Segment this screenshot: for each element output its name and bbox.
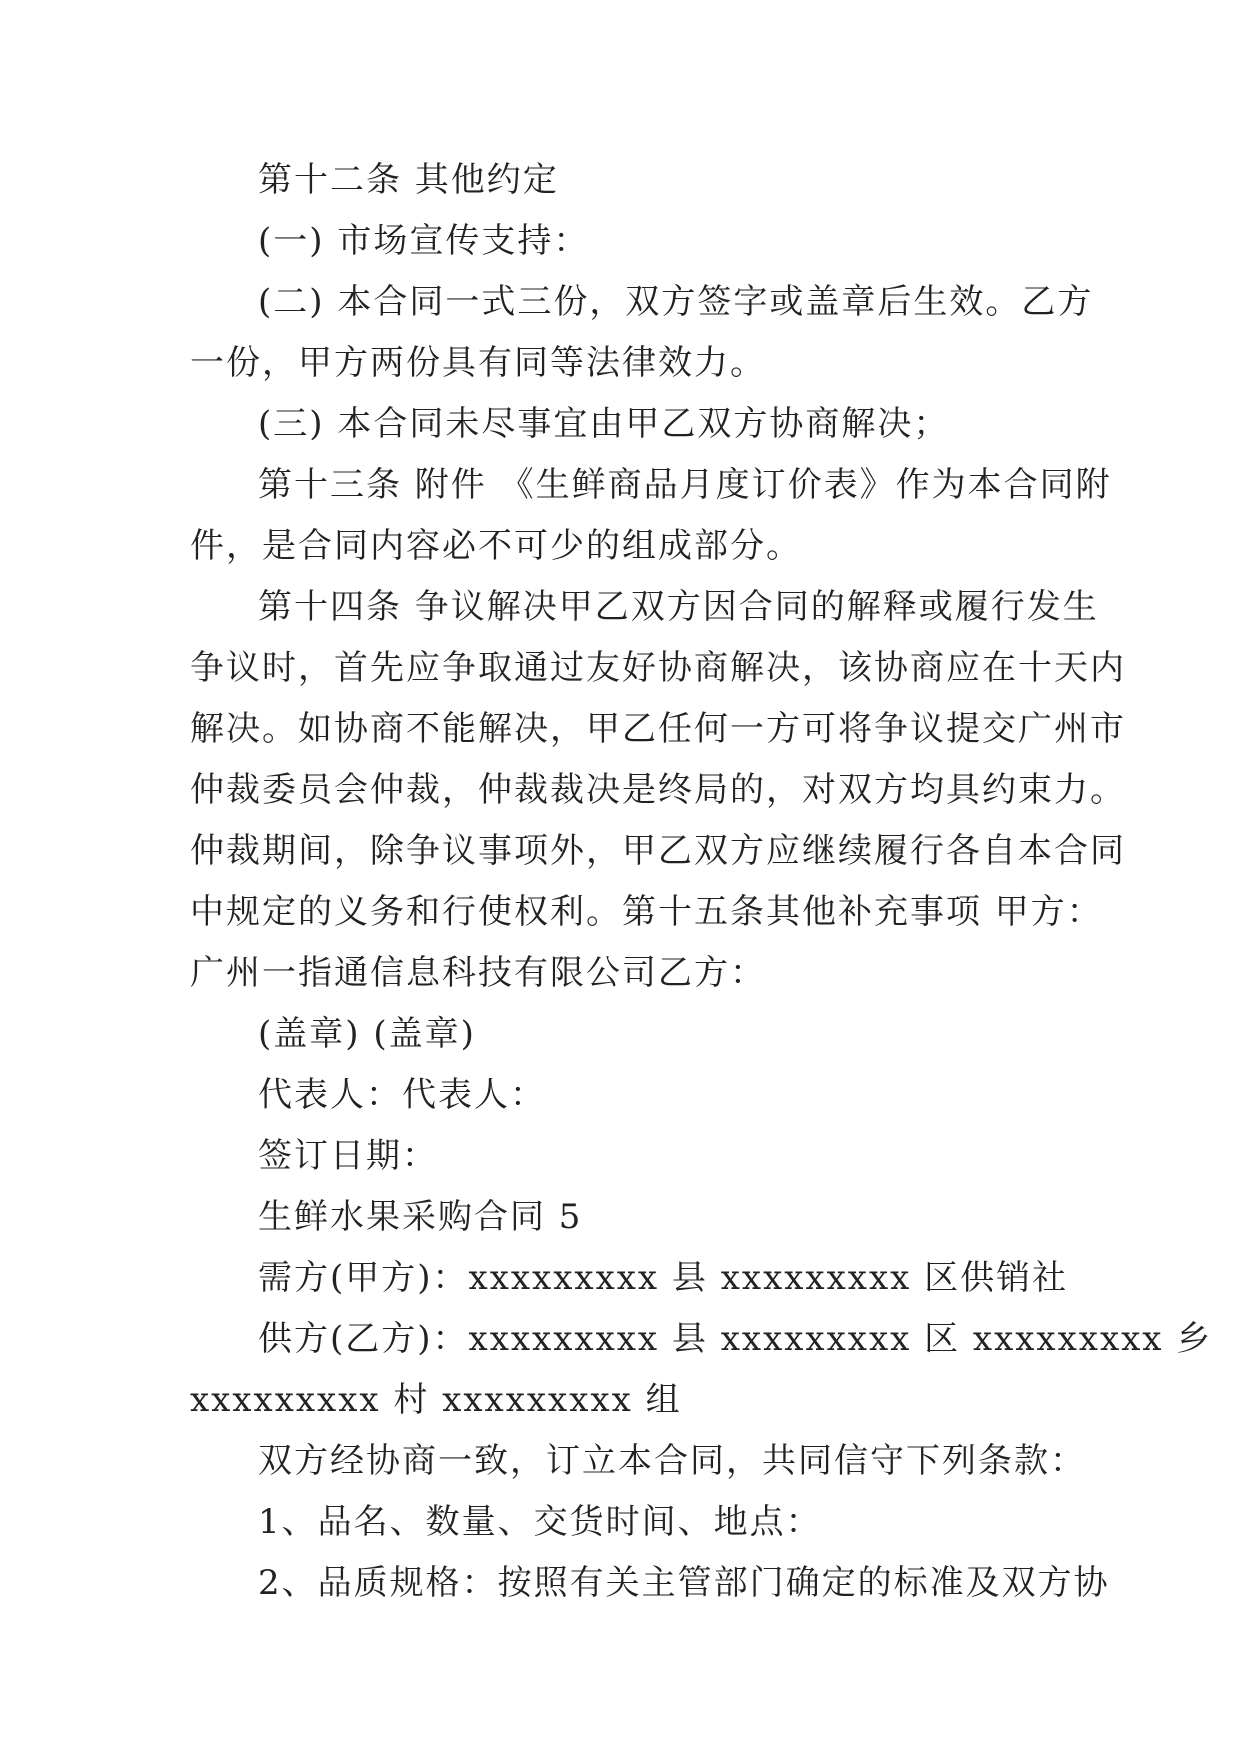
paragraph-line: 供方(乙方)：xxxxxxxxx 县 xxxxxxxxx 区 xxxxxxxxx 乡 — [258, 1319, 1213, 1359]
paragraph-line: (二) 本合同一式三份，双方签字或盖章后生效。乙方 — [258, 282, 1094, 322]
paragraph-line: 代表人：代表人： — [258, 1075, 546, 1115]
paragraph-line: 解决。如协商不能解决，甲乙任何一方可将争议提交广州市 — [190, 709, 1126, 749]
paragraph-line: 第十三条 附件 《生鲜商品月度订价表》作为本合同附 — [258, 465, 1112, 505]
paragraph-line: 第十四条 争议解决甲乙双方因合同的解释或履行发生 — [258, 587, 1099, 627]
paragraph-line: 一份，甲方两份具有同等法律效力。 — [190, 343, 766, 383]
paragraph-line: (盖章) (盖章) — [258, 1014, 476, 1054]
paragraph-line: 争议时，首先应争取通过友好协商解决，该协商应在十天内 — [190, 648, 1126, 688]
paragraph-line: 仲裁委员会仲裁，仲裁裁决是终局的，对双方均具约束力。 — [190, 770, 1126, 810]
paragraph-line: 件，是合同内容必不可少的组成部分。 — [190, 526, 802, 566]
paragraph-line: 1、品名、数量、交货时间、地点： — [258, 1502, 822, 1542]
paragraph-line: 签订日期： — [258, 1136, 438, 1176]
paragraph-line: 广州一指通信息科技有限公司乙方： — [190, 953, 766, 993]
paragraph-line: 中规定的义务和行使权利。第十五条其他补充事项 甲方： — [190, 892, 1103, 932]
paragraph-line: xxxxxxxxx 村 xxxxxxxxx 组 — [190, 1380, 682, 1420]
paragraph-line: 仲裁期间，除争议事项外，甲乙双方应继续履行各自本合同 — [190, 831, 1126, 871]
paragraph-line: 双方经协商一致，订立本合同，共同信守下列条款： — [258, 1441, 1086, 1481]
document-body — [190, 150, 1213, 1614]
paragraph-line: 需方(甲方)：xxxxxxxxx 县 xxxxxxxxx 区供销社 — [258, 1258, 1069, 1298]
section-title: 生鲜水果采购合同 5 — [258, 1197, 583, 1237]
paragraph-line: (一) 市场宣传支持： — [258, 221, 590, 261]
paragraph-line: 2、品质规格：按照有关主管部门确定的标准及双方协 — [258, 1563, 1110, 1603]
paragraph-line: (三) 本合同未尽事宜由甲乙双方协商解决； — [258, 404, 950, 444]
paragraph-line: 第十二条 其他约定 — [258, 160, 559, 200]
